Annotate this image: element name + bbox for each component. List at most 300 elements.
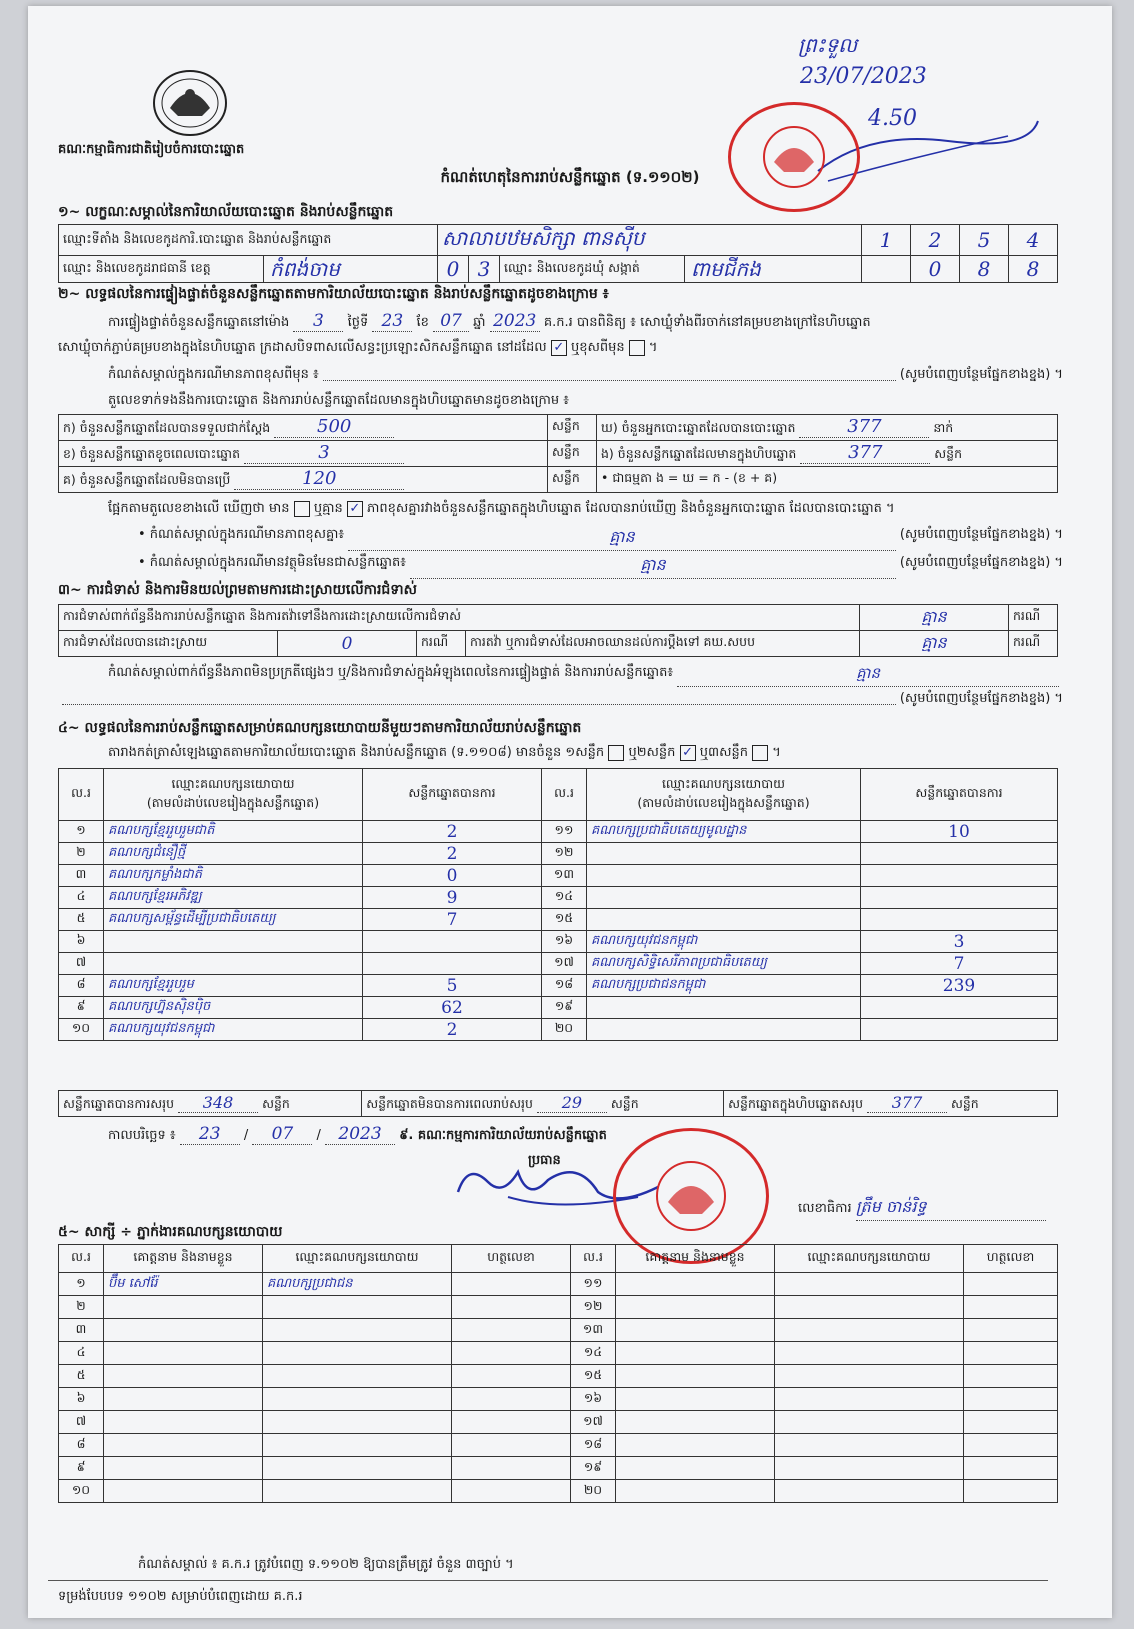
total-valid-value: 348	[178, 1093, 258, 1113]
committee-label: ៩. គណៈកម្មការការិយាល័យរាប់សន្លឹកឆ្នោត	[399, 1128, 607, 1143]
province-value: កំពង់ចាម	[263, 256, 340, 282]
spoiled-label: ខ) ចំនួនសន្លឹកឆ្នោតខូចពេលបោះឆ្នោត	[63, 446, 241, 461]
witness-signature[interactable]	[452, 1388, 571, 1411]
tally-text-a: តារាងកត់ត្រាសំឡេងឆ្នោតតាមការិយាល័យបោះឆ្នោត និងរាប់សន្លឹកឆ្នោត (ទ.១១០៨) មានចំនួន ១សន្លឹក	[108, 745, 605, 760]
witness-party[interactable]	[775, 1411, 964, 1434]
results-col-no-left: ល.រ	[59, 769, 104, 821]
total-valid-cell	[59, 1091, 362, 1117]
location-code-3: 5	[960, 225, 1009, 256]
witness-signature[interactable]	[452, 1457, 571, 1480]
official-seal-top	[728, 102, 860, 212]
result-votes	[861, 1019, 1058, 1041]
witness-name	[104, 1388, 263, 1411]
result-votes	[861, 887, 1058, 909]
witness-no: ៩	[59, 1457, 104, 1480]
witness-name[interactable]	[616, 1342, 775, 1365]
bullet1-label: • កំណត់សម្គាល់ក្នុងករណីមានភាពខុសគ្នា៖	[138, 527, 345, 542]
results-col-party-left-sub: (តាមលំដាប់លេខរៀងក្នុងសន្លឹកឆ្នោត)	[146, 794, 320, 810]
location-value: សាលាបឋមសិក្សា ពានស៊ីប	[438, 225, 862, 256]
witness-signature[interactable]	[452, 1411, 571, 1434]
witness-body	[59, 1273, 1058, 1503]
table-row	[59, 1434, 1058, 1457]
commune-code-1: 0	[911, 256, 960, 283]
committee-logo-icon	[150, 68, 230, 138]
result-no: ១៣	[542, 865, 587, 887]
secretary-value: ត្រឹម ចាន់រិទ្ធ	[856, 1196, 1046, 1221]
date-line: កាលបរិច្ឆេទ ៖ 23 / 07 / 2023 ៩. គណៈកម្មការការិយាល័យរាប់សន្លឹកឆ្នោត	[108, 1124, 607, 1144]
bullet2-label: • កំណត់សម្គាល់ក្នុងករណីមានវត្ថុមិនមែនជាសន្លឹកឆ្នោត៖	[138, 555, 406, 570]
results-col-party-right-title: ឈ្មោះគណបក្សនយោបាយ	[661, 775, 786, 791]
table-row	[59, 909, 1058, 931]
footer-text: ទម្រង់បែបបទ ១១០២ សម្រាប់បំពេញដោយ គ.ក.រ	[58, 1589, 303, 1604]
witness-signature[interactable]	[452, 1434, 571, 1457]
witness-party	[263, 1480, 452, 1503]
result-votes	[363, 953, 542, 975]
tally-text-b: ឬ២សន្លឹក	[628, 745, 676, 760]
result-no: ១០	[59, 1019, 104, 1041]
result-party: គណបក្សខ្មែររួបរួម	[104, 975, 363, 997]
commune-label: ឈ្មោះ និងលេខកូដឃុំ សង្កាត់	[504, 259, 640, 275]
irregularity-note-value[interactable]: គ្មាន	[677, 664, 1059, 687]
result-no: ៦	[59, 931, 104, 953]
result-party	[587, 909, 861, 931]
witness-no: ៦	[59, 1388, 104, 1411]
bullet1-line	[138, 526, 1063, 555]
witness-party	[263, 1296, 452, 1319]
result-party: គណបក្សសម្ព័ន្ធដើម្បីប្រជាធិបតេយ្យ	[104, 909, 363, 931]
table-row	[59, 1411, 1058, 1434]
form-title: កំណត់ហេតុនៃការរាប់សន្លឹកឆ្នោត (ទ.១១០២)	[440, 168, 700, 186]
witness-signature[interactable]	[964, 1365, 1058, 1388]
seal-emblem-bottom-icon	[646, 1156, 736, 1236]
witness-no: ១៥	[571, 1365, 616, 1388]
tally-one-checkbox[interactable]	[608, 745, 624, 761]
witness-signature[interactable]	[964, 1319, 1058, 1342]
verify-text: គ.ក.រ បានពិនិត្យ ៖ សោឃ្លុំទាំងពីរចាក់នៅគម្របខាងក្រៅនៃហិបឆ្នោត	[543, 315, 871, 330]
witness-signature[interactable]	[964, 1411, 1058, 1434]
date-year: 2023	[325, 1124, 395, 1145]
results-table	[58, 768, 1058, 1041]
witness-name	[104, 1296, 263, 1319]
total-invalid-label: សន្លឹកឆ្នោតមិនបានការពេលរាប់សរុប	[366, 1095, 533, 1111]
verify-hour-label: ការផ្ទៀងផ្ទាត់ចំនួនសន្លឹកឆ្នោតនៅម៉ោង	[108, 315, 290, 330]
result-no: ៤	[59, 887, 104, 909]
result-party: គណបក្សហ្វ៊ុនស៊ិនប៉ិច	[104, 997, 363, 1019]
inbox-row	[597, 441, 1058, 467]
appeal-value: គ្មាន	[860, 631, 1009, 657]
witness-col-party-right: ឈ្មោះគណបក្សនយោបាយ	[775, 1245, 964, 1273]
result-votes: 0	[363, 865, 542, 887]
result-votes: 2	[363, 843, 542, 865]
irregularity-note-label: កំណត់សម្គាល់ពាក់ព័ន្ធនឹងភាពមិនប្រក្រតីផ្សេងៗ ឬ/និងការជំទាស់ក្នុងអំឡុងពេលនៃការផ្ទៀងផ្ទាត់ និងការរាប់សន្លឹកឆ្នោត៖	[108, 665, 674, 680]
table-row	[59, 1273, 1058, 1296]
compare-text-a: ផ្អែកតាមតួលេខខាងលើ ឃើញថា មាន	[108, 501, 290, 516]
witness-no: ១២	[571, 1296, 616, 1319]
resolved-label: ការជំទាស់ដែលបានដោះស្រាយ	[59, 631, 278, 657]
witness-party	[263, 1411, 452, 1434]
verify-end: ។	[648, 340, 658, 355]
tally-text-c: ឬ៣សន្លឹក	[699, 745, 748, 760]
voters-value: 377	[799, 416, 929, 438]
witness-no: ១៨	[571, 1434, 616, 1457]
witness-col-name-right: គោត្តនាម និងនាមខ្លួន	[616, 1245, 775, 1273]
bullet2-hint: (សូមបំពេញបន្ថែមផ្នែកខាងខ្នង) ។	[899, 555, 1063, 570]
table-row	[59, 1019, 1058, 1041]
witness-name[interactable]	[616, 1457, 775, 1480]
witness-no: ៨	[59, 1434, 104, 1457]
result-party: គណបក្សយុវជនកម្ពុជា	[104, 1019, 363, 1041]
result-no: ១២	[542, 843, 587, 865]
date-label: កាលបរិច្ឆេទ ៖	[108, 1128, 176, 1143]
result-no: ១៤	[542, 887, 587, 909]
witness-name[interactable]	[616, 1365, 775, 1388]
appeal-label: ការតវ៉ា ឬការជំទាស់ដែលអាចឈានដល់ការប្តឹងទៅ គឃ.សបប	[466, 631, 860, 657]
handwritten-place: ព្រះទួល	[798, 33, 858, 57]
result-votes: 7	[363, 909, 542, 931]
spoiled-unit: សន្លឹក	[548, 441, 597, 467]
witness-signature[interactable]	[452, 1365, 571, 1388]
witness-no: ១១	[571, 1273, 616, 1296]
table-row	[59, 887, 1058, 909]
witness-no: ១៦	[571, 1388, 616, 1411]
bullet1-value[interactable]: គ្មាន	[348, 526, 896, 551]
witness-col-sign-right: ហត្ថលេខា	[964, 1245, 1058, 1273]
commune-row	[500, 256, 862, 283]
irregularity-note-field-2[interactable]	[62, 690, 896, 705]
result-party	[587, 865, 861, 887]
commune-code-2: 8	[960, 256, 1009, 283]
tally-three-checkbox[interactable]	[752, 745, 768, 761]
witness-signature[interactable]	[452, 1319, 571, 1342]
verify-hour: 3	[293, 311, 343, 332]
table-row	[59, 843, 1058, 865]
total-invalid-value: 29	[537, 1093, 607, 1113]
witness-party[interactable]	[775, 1319, 964, 1342]
results-col-party-right-sub: (តាមលំដាប់លេខរៀងក្នុងសន្លឹកឆ្នោត)	[637, 794, 810, 810]
chair-label: ប្រធាន	[528, 1153, 561, 1168]
result-party: គណបក្សជំនឿថ្មី	[104, 843, 363, 865]
unused-label: គ) ចំនួនសន្លឹកឆ្នោតដែលមិនបានប្រើ	[63, 472, 231, 487]
province-label: ឈ្មោះ និងលេខកូដរាជធានី ខេត្ត	[63, 259, 211, 275]
witness-col-sign-left: ហត្ថលេខា	[452, 1245, 571, 1273]
result-no: ១៥	[542, 909, 587, 931]
results-col-no-right: ល.រ	[542, 769, 587, 821]
total-invalid-cell	[362, 1091, 724, 1117]
witness-name[interactable]	[616, 1411, 775, 1434]
verify-text-2: សោឃ្លុំចាក់ភ្ជាប់គម្របខាងក្នុងនៃហិបឆ្នោត ក្រដាសបិទពាសលើសន្ធះប្រឡោះសិកសន្លឹកឆ្នោត នៅដដែល	[58, 340, 547, 355]
table-row	[59, 1342, 1058, 1365]
total-invalid-unit: សន្លឹក	[610, 1095, 639, 1111]
result-party: គណបក្សខ្មែររួបរួមជាតិ	[104, 821, 363, 843]
compare-text-b: ឬគ្មាន	[313, 501, 343, 516]
total-box-label: សន្លឹកឆ្នោតក្នុងហិបឆ្នោតសរុប	[728, 1095, 863, 1111]
table-row	[59, 1388, 1058, 1411]
result-votes	[861, 997, 1058, 1019]
received-value: 500	[274, 416, 394, 438]
diff-label: ឬខុសពីមុន	[570, 340, 625, 355]
compare-text-c: ភាពខុសគ្នារវាងចំនួនសន្លឹកឆ្នោតក្នុងហិបឆ្នោត ដែលបានរាប់ឃើញ និងចំនួនអ្នកបោះឆ្នោត ដែលបានបោះឆ្នោត ។	[367, 501, 895, 516]
commune-code-3: 8	[1009, 256, 1058, 283]
witness-party	[263, 1365, 452, 1388]
diff-checkbox[interactable]	[629, 340, 645, 356]
footer-divider	[48, 1580, 1048, 1581]
result-party: គណបក្សសិទ្ធិសេរីភាពប្រជាធិបតេយ្យ	[587, 953, 861, 975]
unused-unit: សន្លឹក	[548, 467, 597, 493]
verify-year: 2023	[490, 311, 540, 332]
figures-table	[58, 414, 1058, 493]
commune-code-blank	[862, 256, 911, 283]
has-diff-checkbox[interactable]	[294, 501, 310, 517]
spoiled-row	[59, 441, 548, 467]
bullet2-value[interactable]: គ្មាន	[410, 554, 896, 579]
table-row	[59, 1457, 1058, 1480]
formula: • ជាធម្មតា ង = ឃ = ក - (ខ + គ)	[597, 467, 1058, 493]
result-votes: 10	[861, 821, 1058, 843]
total-box-unit: សន្លឹក	[950, 1095, 979, 1111]
witness-signature[interactable]	[452, 1296, 571, 1319]
witness-party[interactable]	[775, 1388, 964, 1411]
voters-unit: នាក់	[933, 420, 954, 435]
section5-title: ៥~ សាក្សី ÷ ភ្នាក់ងារគណបក្សនយោបាយ	[58, 1224, 283, 1240]
section3-table	[58, 604, 1058, 657]
witness-no: ២	[59, 1296, 104, 1319]
result-no: ២០	[542, 1019, 587, 1041]
bullet2-line	[138, 554, 1063, 583]
table-row	[59, 1296, 1058, 1319]
result-no: ៨	[59, 975, 104, 997]
objection-value: គ្មាន	[860, 605, 1009, 631]
result-no: ៥	[59, 909, 104, 931]
witness-party	[263, 1434, 452, 1457]
witness-no: ១០	[59, 1480, 104, 1503]
witness-name[interactable]	[616, 1434, 775, 1457]
witness-no: ១៤	[571, 1342, 616, 1365]
section4-title: ៤~ លទ្ធផលនៃការរាប់សន្លឹកឆ្នោតសម្រាប់គណបក្សនយោបាយនីមួយៗតាមការិយាល័យរាប់សន្លឹកឆ្នោត	[58, 720, 582, 736]
witness-no: ៥	[59, 1365, 104, 1388]
verify-month-label: ខែ	[416, 315, 429, 330]
section5-note: កំណត់សម្គាល់ ៖ គ.ក.រ ត្រូវបំពេញ ទ.១១០២ ឱ្យបានត្រឹមត្រូវ ចំនួន ៣ច្បាប់ ។	[138, 1557, 514, 1572]
tally-two-checkbox[interactable]: ✓	[680, 745, 696, 761]
witness-party	[263, 1319, 452, 1342]
result-no: ១៨	[542, 975, 587, 997]
tally-text-d: ។	[772, 745, 781, 760]
result-no: ១៧	[542, 953, 587, 975]
witness-no: ២០	[571, 1480, 616, 1503]
result-votes	[861, 865, 1058, 887]
results-col-party-right	[587, 769, 861, 821]
voters-row	[597, 415, 1058, 441]
verify-day: 23	[372, 311, 412, 332]
table-row	[59, 997, 1058, 1019]
same-checkbox[interactable]: ✓	[551, 340, 567, 356]
org-name: គណៈកម្មាធិការជាតិរៀបចំការបោះឆ្នោត	[58, 142, 245, 157]
table-row	[59, 931, 1058, 953]
witness-col-no-right: ល.រ	[571, 1245, 616, 1273]
province-code-2: 3	[469, 256, 500, 283]
witness-name[interactable]	[616, 1319, 775, 1342]
witness-signature[interactable]	[452, 1342, 571, 1365]
result-votes: 239	[861, 975, 1058, 997]
result-votes: 2	[363, 821, 542, 843]
spoiled-value: 3	[244, 442, 404, 464]
witness-signature[interactable]	[452, 1480, 571, 1503]
date-day: 23	[180, 1124, 240, 1145]
witness-name	[104, 1319, 263, 1342]
witness-col-name-left: គោត្តនាម និងនាមខ្លួន	[104, 1245, 263, 1273]
witness-name	[104, 1480, 263, 1503]
results-col-votes-right: សន្លឹកឆ្នោតបានការ	[861, 769, 1058, 821]
result-no: ៧	[59, 953, 104, 975]
verification-line-1	[108, 311, 1068, 333]
result-no: ៣	[59, 865, 104, 887]
no-diff-checkbox[interactable]: ✓	[347, 501, 363, 517]
form-page	[28, 6, 1112, 1618]
witness-party	[263, 1342, 452, 1365]
received-unit: សន្លឹក	[548, 415, 597, 441]
witness-table	[58, 1244, 1058, 1503]
table-row	[59, 1480, 1058, 1503]
results-col-party-left	[104, 769, 363, 821]
result-no: ១១	[542, 821, 587, 843]
date-month: 07	[252, 1124, 312, 1145]
witness-party[interactable]	[775, 1480, 964, 1503]
diff-note-hint: (សូមបំពេញបន្ថែមផ្នែកខាងខ្នង) ។	[899, 367, 1063, 382]
witness-party	[263, 1457, 452, 1480]
result-party	[587, 887, 861, 909]
witness-no: ១៩	[571, 1457, 616, 1480]
witness-party[interactable]	[775, 1434, 964, 1457]
received-row	[59, 415, 548, 441]
witness-signature[interactable]	[452, 1273, 571, 1296]
result-no: ៩	[59, 997, 104, 1019]
diff-note-line	[108, 366, 1063, 385]
handwritten-date: 23/07/2023	[800, 64, 927, 89]
location-code-1: 1	[862, 225, 911, 256]
witness-party	[263, 1388, 452, 1411]
resolved-unit: ករណី	[417, 631, 466, 657]
table-row	[59, 975, 1058, 997]
objection-label: ការជំទាស់ពាក់ព័ន្ធនឹងការរាប់សន្លឹកឆ្នោត និងការតវ៉ាទៅនឹងការដោះស្រាយលើការជំទាស់	[59, 605, 860, 631]
witness-no: ៣	[59, 1319, 104, 1342]
result-party	[587, 1019, 861, 1041]
witness-party[interactable]	[775, 1342, 964, 1365]
total-valid-unit: សន្លឹក	[262, 1095, 290, 1111]
total-box-cell	[724, 1091, 1058, 1117]
results-body	[59, 821, 1058, 1041]
commune-value: ពាមជីកង	[684, 256, 761, 282]
witness-party: គណបក្សប្រជាជន	[263, 1273, 452, 1296]
witness-name[interactable]	[616, 1480, 775, 1503]
location-label: ឈ្មោះទីតាំង និងលេខកូដការិ.បោះឆ្នោត និងរាប់សន្លឹកឆ្នោត	[59, 225, 438, 256]
result-votes: 5	[363, 975, 542, 997]
received-label: ក) ចំនួនសន្លឹកឆ្នោតដែលបានទទួលជាក់ស្តែង	[63, 420, 271, 435]
verify-year-label: ឆ្នាំ	[473, 315, 486, 330]
witness-no: ១	[59, 1273, 104, 1296]
result-votes: 62	[363, 997, 542, 1019]
witness-signature[interactable]	[964, 1296, 1058, 1319]
result-votes	[861, 909, 1058, 931]
section3-title: ៣~ ការជំទាស់ និងការមិនយល់ព្រមតាមការដោះស្រាយលើការជំទាស់	[58, 582, 417, 598]
witness-party[interactable]	[775, 1273, 964, 1296]
result-no: ១៦	[542, 931, 587, 953]
table-row	[59, 1319, 1058, 1342]
witness-signature[interactable]	[964, 1480, 1058, 1503]
result-party	[587, 997, 861, 1019]
result-votes: 9	[363, 887, 542, 909]
province-code-1: 0	[438, 256, 469, 283]
witness-name	[104, 1411, 263, 1434]
witness-name[interactable]	[616, 1296, 775, 1319]
totals-table	[58, 1090, 1058, 1117]
witness-name[interactable]	[616, 1388, 775, 1411]
result-party: គណបក្សប្រជាធិបតេយ្យមូលដ្ឋាន	[587, 821, 861, 843]
location-code-4: 4	[1009, 225, 1058, 256]
objection-unit: ករណី	[1009, 605, 1058, 631]
section2-title: ២~ លទ្ធផលនៃការផ្ទៀងផ្ទាត់ចំនួនសន្លឹកឆ្នោតតាមការិយាល័យបោះឆ្នោត និងរាប់សន្លឹកឆ្នោតដូចខាងក្រោម ៖	[58, 286, 609, 302]
witness-no: ៤	[59, 1342, 104, 1365]
witness-signature[interactable]	[964, 1434, 1058, 1457]
unused-row	[59, 467, 548, 493]
result-party: គណបក្សប្រជាជនកម្ពុជា	[587, 975, 861, 997]
resolved-value: 0	[278, 631, 417, 657]
bullet1-hint: (សូមបំពេញបន្ថែមផ្នែកខាងខ្នង) ។	[899, 527, 1063, 542]
inbox-label: ង) ចំនួនសន្លឹកឆ្នោតដែលមានក្នុងហិបឆ្នោត	[601, 446, 797, 461]
result-votes: 7	[861, 953, 1058, 975]
inbox-unit: សន្លឹក	[934, 446, 963, 461]
witness-name	[104, 1434, 263, 1457]
handwritten-time: 4.50	[868, 106, 917, 131]
diff-note-label: កំណត់សម្គាល់ក្នុងករណីមានភាពខុសពីមុន ៖	[108, 367, 319, 382]
witness-name: ប៊ឹម សៅរ៉ែ	[104, 1273, 263, 1296]
table-row	[59, 1365, 1058, 1388]
witness-col-party-left: ឈ្មោះគណបក្សនយោបាយ	[263, 1245, 452, 1273]
figures-intro: តួលេខទាក់ទងនឹងការបោះឆ្នោត និងការរាប់សន្លឹកឆ្នោតដែលមានក្នុងហិបឆ្នោតមានដូចខាងក្រោម ៖	[108, 393, 569, 408]
witness-no: ៧	[59, 1411, 104, 1434]
witness-name	[104, 1457, 263, 1480]
witness-signature[interactable]	[964, 1273, 1058, 1296]
witness-party[interactable]	[775, 1296, 964, 1319]
table-row	[59, 953, 1058, 975]
section1-table	[58, 224, 1058, 283]
witness-signature[interactable]	[964, 1342, 1058, 1365]
result-votes: 3	[861, 931, 1058, 953]
voters-label: ឃ) ចំនួនអ្នកបោះឆ្នោតដែលបានបោះឆ្នោត	[601, 420, 796, 435]
diff-note-field[interactable]	[323, 366, 896, 381]
result-no: ១	[59, 821, 104, 843]
witness-party[interactable]	[775, 1365, 964, 1388]
witness-name	[104, 1365, 263, 1388]
result-party: គណបក្សយុវជនកម្ពុជា	[587, 931, 861, 953]
unused-value: 120	[234, 468, 404, 490]
witness-party[interactable]	[775, 1457, 964, 1480]
result-party: គណបក្សកម្លាំងជាតិ	[104, 865, 363, 887]
comparison-line	[108, 500, 895, 519]
irregularity-note-line-2	[58, 690, 1063, 709]
table-row	[59, 865, 1058, 887]
result-party	[104, 953, 363, 975]
total-valid-label: សន្លឹកឆ្នោតបានការសរុប	[63, 1095, 175, 1111]
witness-name	[104, 1342, 263, 1365]
location-code-2: 2	[911, 225, 960, 256]
witness-col-no-left: ល.រ	[59, 1245, 104, 1273]
irregularity-hint: (សូមបំពេញបន្ថែមផ្នែកខាងខ្នង) ។	[899, 691, 1063, 706]
result-party	[104, 931, 363, 953]
witness-signature[interactable]	[964, 1457, 1058, 1480]
witness-name[interactable]	[616, 1273, 775, 1296]
result-votes: 2	[363, 1019, 542, 1041]
witness-signature[interactable]	[964, 1388, 1058, 1411]
witness-no: ១៧	[571, 1411, 616, 1434]
